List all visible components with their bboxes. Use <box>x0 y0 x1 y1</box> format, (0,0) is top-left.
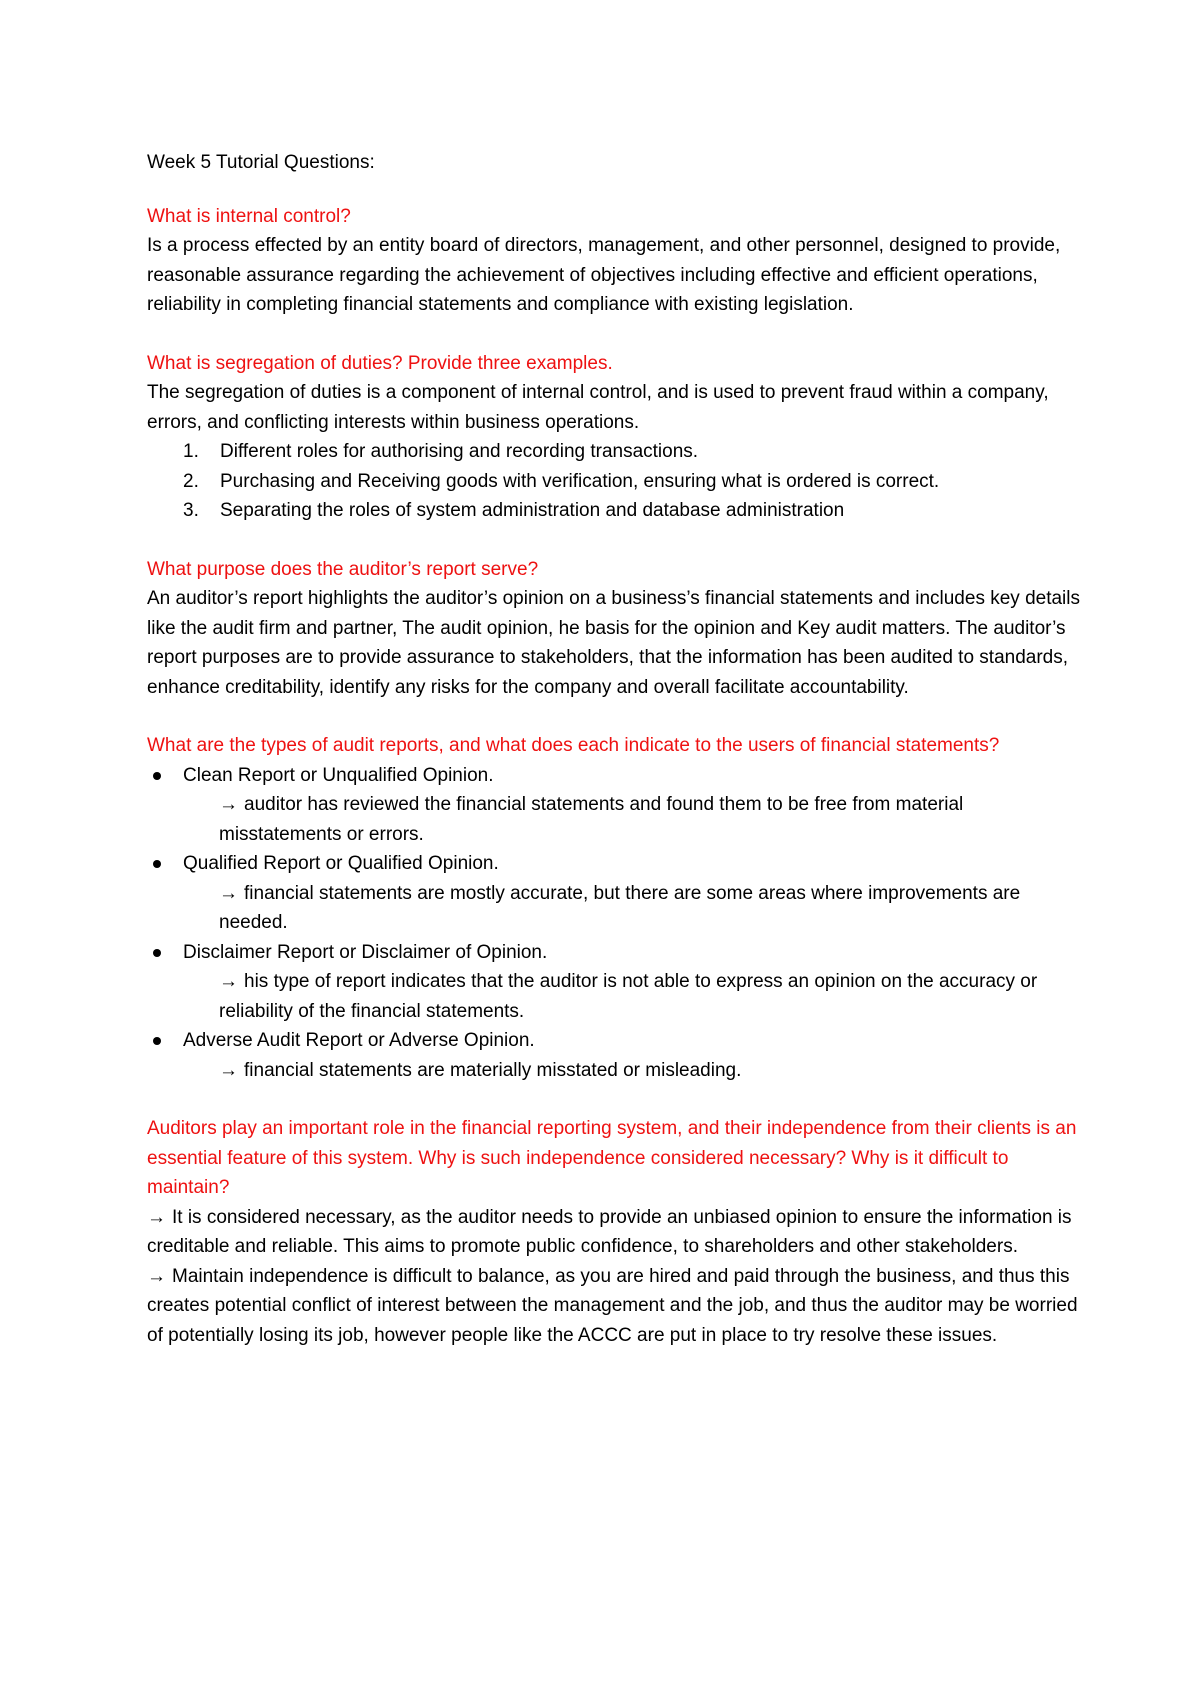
question-internal-control: What is internal control? <box>147 205 351 227</box>
answer-text: Maintain independence is difficult to balance, as you are hired and paid through the business, and thus this creates potential conflict of interest between the management and the job, and thus the auditor may be worried of potentially losing its job, however people like the ACCC are put in place to try resolve these issues. <box>147 1265 1078 1346</box>
arrow-right-icon: → <box>219 882 238 904</box>
list-item <box>147 761 1087 850</box>
bullet-icon <box>153 860 161 868</box>
answer-text: It is considered necessary, as the auditor needs to provide an unbiased opinion to ensure the information is creditable and reliable. This aims to promote public confidence, to shareholders and other stakeholders. <box>147 1206 1072 1257</box>
list-item <box>147 938 1087 1027</box>
document-title: Week 5 Tutorial Questions: <box>147 152 375 173</box>
bullet-icon <box>153 772 161 780</box>
list-item-number: 2. <box>183 470 199 492</box>
list-item-text: Purchasing and Receiving goods with verification, ensuring what is ordered is correct. <box>220 470 940 492</box>
type-description: financial statements are mostly accurate, but there are some areas where improvements are needed. <box>219 882 1021 933</box>
type-label: Disclaimer Report or Disclaimer of Opinion. <box>183 941 548 963</box>
type-label: Clean Report or Unqualified Opinion. <box>183 764 494 786</box>
section-segregation-of-duties <box>147 349 1087 526</box>
bullet-icon <box>153 949 161 957</box>
question-segregation-of-duties: What is segregation of duties? Provide three examples. <box>147 352 613 374</box>
bullet-icon <box>153 1037 161 1045</box>
examples-list <box>147 437 1087 526</box>
answer-independence-difficult <box>147 1262 1087 1351</box>
document-page <box>147 148 1087 1379</box>
section-auditor-independence <box>147 1114 1087 1350</box>
arrow-right-icon: → <box>219 971 238 992</box>
audit-types-list <box>147 761 1087 1086</box>
arrow-right-icon: → <box>147 1265 166 1287</box>
list-item <box>147 437 1087 467</box>
question-auditors-report: What purpose does the auditor’s report serve? <box>147 558 539 580</box>
list-item-number: 3. <box>183 500 199 521</box>
answer-auditors-report: An auditor’s report highlights the auditor’s opinion on a business’s financial statements and includes key details like the audit firm and partner, The audit opinion, he basis for the opinion and Key audit matters. The auditor’s report purposes are to provide assurance to stakeholders, that the information has been audited to standards, enhance creditability, identify any risks for the company and overall facilitate accountability. <box>147 588 1080 698</box>
question-auditor-independence: Auditors play an important role in the financial reporting system, and their independence from their clients is an essential feature of this system. Why is such independence considered necessary? Why is it difficult to maintain? <box>147 1118 1077 1198</box>
list-item <box>147 1026 1087 1085</box>
question-audit-report-types: What are the types of audit reports, and what does each indicate to the users of financial statements? <box>147 735 1000 756</box>
list-item-number: 1. <box>183 441 199 462</box>
answer-internal-control: Is a process effected by an entity board of directors, management, and other personnel, designed to provide, reasonable assurance regarding the achievement of objectives including effective and efficient operations, reliability in completing financial statements and compliance with existing legislation. <box>147 235 1061 315</box>
section-auditors-report <box>147 555 1087 703</box>
list-item <box>147 496 1087 526</box>
list-item-text: Different roles for authorising and recording transactions. <box>220 441 699 462</box>
type-label: Qualified Report or Qualified Opinion. <box>183 853 499 874</box>
type-description: his type of report indicates that the auditor is not able to express an opinion on the accuracy or reliability of the financial statements. <box>219 971 1038 1022</box>
list-item <box>147 849 1087 938</box>
arrow-right-icon: → <box>219 1059 238 1081</box>
list-item-text: Separating the roles of system administration and database administration <box>220 500 845 521</box>
answer-independence-necessary <box>147 1203 1087 1262</box>
arrow-right-icon: → <box>219 794 238 815</box>
section-audit-report-types <box>147 731 1087 1085</box>
section-internal-control <box>147 202 1087 320</box>
arrow-right-icon: → <box>147 1206 166 1228</box>
type-label: Adverse Audit Report or Adverse Opinion. <box>183 1030 535 1051</box>
list-item <box>147 467 1087 497</box>
type-description: financial statements are materially misstated or misleading. <box>244 1059 742 1081</box>
type-description: auditor has reviewed the financial statements and found them to be free from material misstatements or errors. <box>219 794 964 845</box>
answer-segregation-of-duties: The segregation of duties is a component of internal control, and is used to prevent fraud within a company, errors, and conflicting interests within business operations. <box>147 382 1049 433</box>
